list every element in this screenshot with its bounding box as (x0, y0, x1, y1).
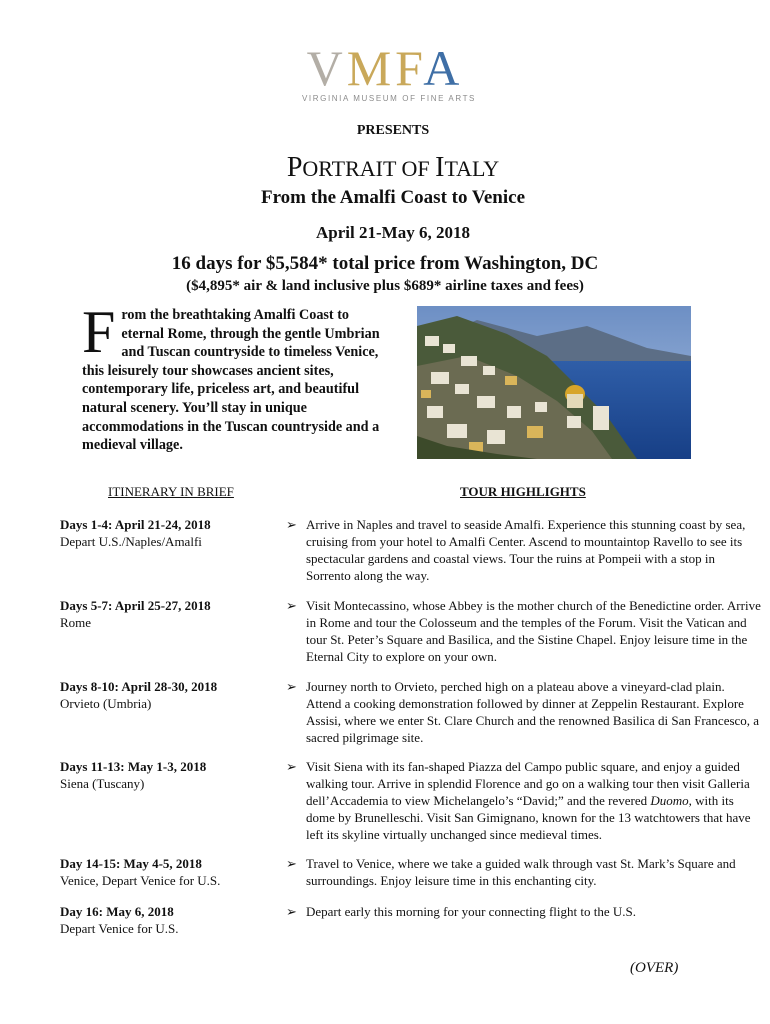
intro-paragraph (82, 299, 382, 455)
arrow-bullet-icon: ➢ (286, 759, 297, 774)
highlight-item: ➢ Travel to Venice, where we take a guided walk through vast St. Mark’s Square and surroundings. Enjoy leisure time in this enchanting city. (286, 856, 736, 888)
logo-letter-m: M (346, 40, 396, 96)
itinerary-day (60, 855, 280, 889)
page-subtitle: From the Amalfi Coast to Venice (260, 187, 526, 208)
presents-label: PRESENTS (356, 123, 430, 138)
highlight-item: ➢ Visit Siena with its fan-shaped Piazza del Campo public square, and enjoy a guided walking tour. Arrive in splendid Florence and go on a walking tour then visit Galleria dell’Accademia to view Michelangelo’s “David;” and the revered Duomo, with its dome by Brunelleschi. Visit San Gimignano, known for the 13 watchtowers that have left its skyline virtually unchanged since medieval times. (286, 759, 751, 842)
logo-subtitle: VIRGINIA MUSEUM OF FINE ARTS (301, 94, 476, 103)
highlights-heading: TOUR HIGHLIGHTS (460, 484, 586, 499)
arrow-bullet-icon: ➢ (286, 517, 297, 532)
highlight-item: ➢ Depart early this morning for your connecting flight to the U.S. (286, 904, 636, 919)
day-place: Venice, Depart Venice for U.S. (60, 873, 221, 888)
page-title: PORTRAIT OF ITALY (286, 152, 500, 183)
itinerary-day (60, 516, 280, 550)
price-note: ($4,895* air & land inclusive plus $689* airline taxes and fees) (186, 278, 584, 294)
day-range: Days 5-7: April 25-27, 2018 (60, 598, 211, 613)
day-place: Depart Venice for U.S. (60, 921, 179, 936)
day-place: Orvieto (Umbria) (60, 696, 152, 711)
itinerary-heading: ITINERARY IN BRIEF (108, 484, 234, 499)
arrow-bullet-icon: ➢ (286, 598, 297, 613)
logo-letter-f: F (395, 40, 424, 96)
over-label: (OVER) (630, 960, 679, 976)
logo-letters (0, 40, 770, 96)
vmfa-logo (0, 40, 770, 103)
logo-letter-a: A (423, 40, 464, 96)
tour-price: 16 days for $5,584* total price from Washington, DC (171, 253, 599, 274)
day-place: Rome (60, 615, 92, 630)
itinerary-day (60, 678, 280, 712)
day-range: Days 1-4: April 21-24, 2018 (60, 517, 211, 532)
day-range: Day 16: May 6, 2018 (60, 904, 174, 919)
intro-dropcap: F (82, 299, 116, 365)
intro-text: rom the breathtaking Amalfi Coast to eternal Rome, through the gentle Umbrian and Tuscan countryside to timeless Venice, this leisurely tour showcases ancient sites, contemporary life, priceless art, and beautiful natural scenery. You’ll stay in unique accommodations in the Tuscan countryside and a medieval village. (82, 307, 380, 454)
day-place: Depart U.S./Naples/Amalfi (60, 534, 202, 549)
arrow-bullet-icon: ➢ (286, 904, 297, 919)
itinerary-day (60, 758, 280, 792)
itinerary-day (60, 903, 280, 937)
highlight-item: ➢ Arrive in Naples and travel to seaside Amalfi. Experience this stunning coast by sea, cruising from your hotel to Amalfi Center. Ascend to mountaintop Ravello to see its spectacular gardens and coastal views. Tour the ruins at Pompeii with a stop in Sorrento along the way. (286, 517, 746, 583)
day-range: Day 14-15: May 4-5, 2018 (60, 856, 202, 871)
day-place: Siena (Tuscany) (60, 776, 145, 791)
duomo-emphasis: Duomo (650, 793, 689, 808)
day-range: Days 8-10: April 28-30, 2018 (60, 679, 218, 694)
day-range: Days 11-13: May 1-3, 2018 (60, 759, 207, 774)
logo-letter-v: V (306, 40, 347, 96)
arrow-bullet-icon: ➢ (286, 679, 297, 694)
highlight-item: ➢ Journey north to Orvieto, perched high on a plateau above a vineyard-clad plain. Attend a cooking demonstration followed by dinner at Zeppelin Restaurant. Explore Assisi, where we enter St. Clare Church and the renowned Basilica di San Francesco, a sacred pilgrimage site. (286, 679, 760, 745)
itinerary-day (60, 597, 280, 631)
highlight-item: ➢ Visit Montecassino, whose Abbey is the mother church of the Benedictine order. Arrive in Rome and tour the Colosseum and the temples of the Forum. Visit the Vatican and tour St. Peter’s Square and Basilica, and the Sistine Chapel. Enjoy leisure time in the Eternal City to explore on your own. (286, 598, 761, 664)
amalfi-coast-photo (417, 306, 691, 459)
arrow-bullet-icon: ➢ (286, 856, 297, 871)
tour-dates: April 21-May 6, 2018 (316, 223, 470, 242)
